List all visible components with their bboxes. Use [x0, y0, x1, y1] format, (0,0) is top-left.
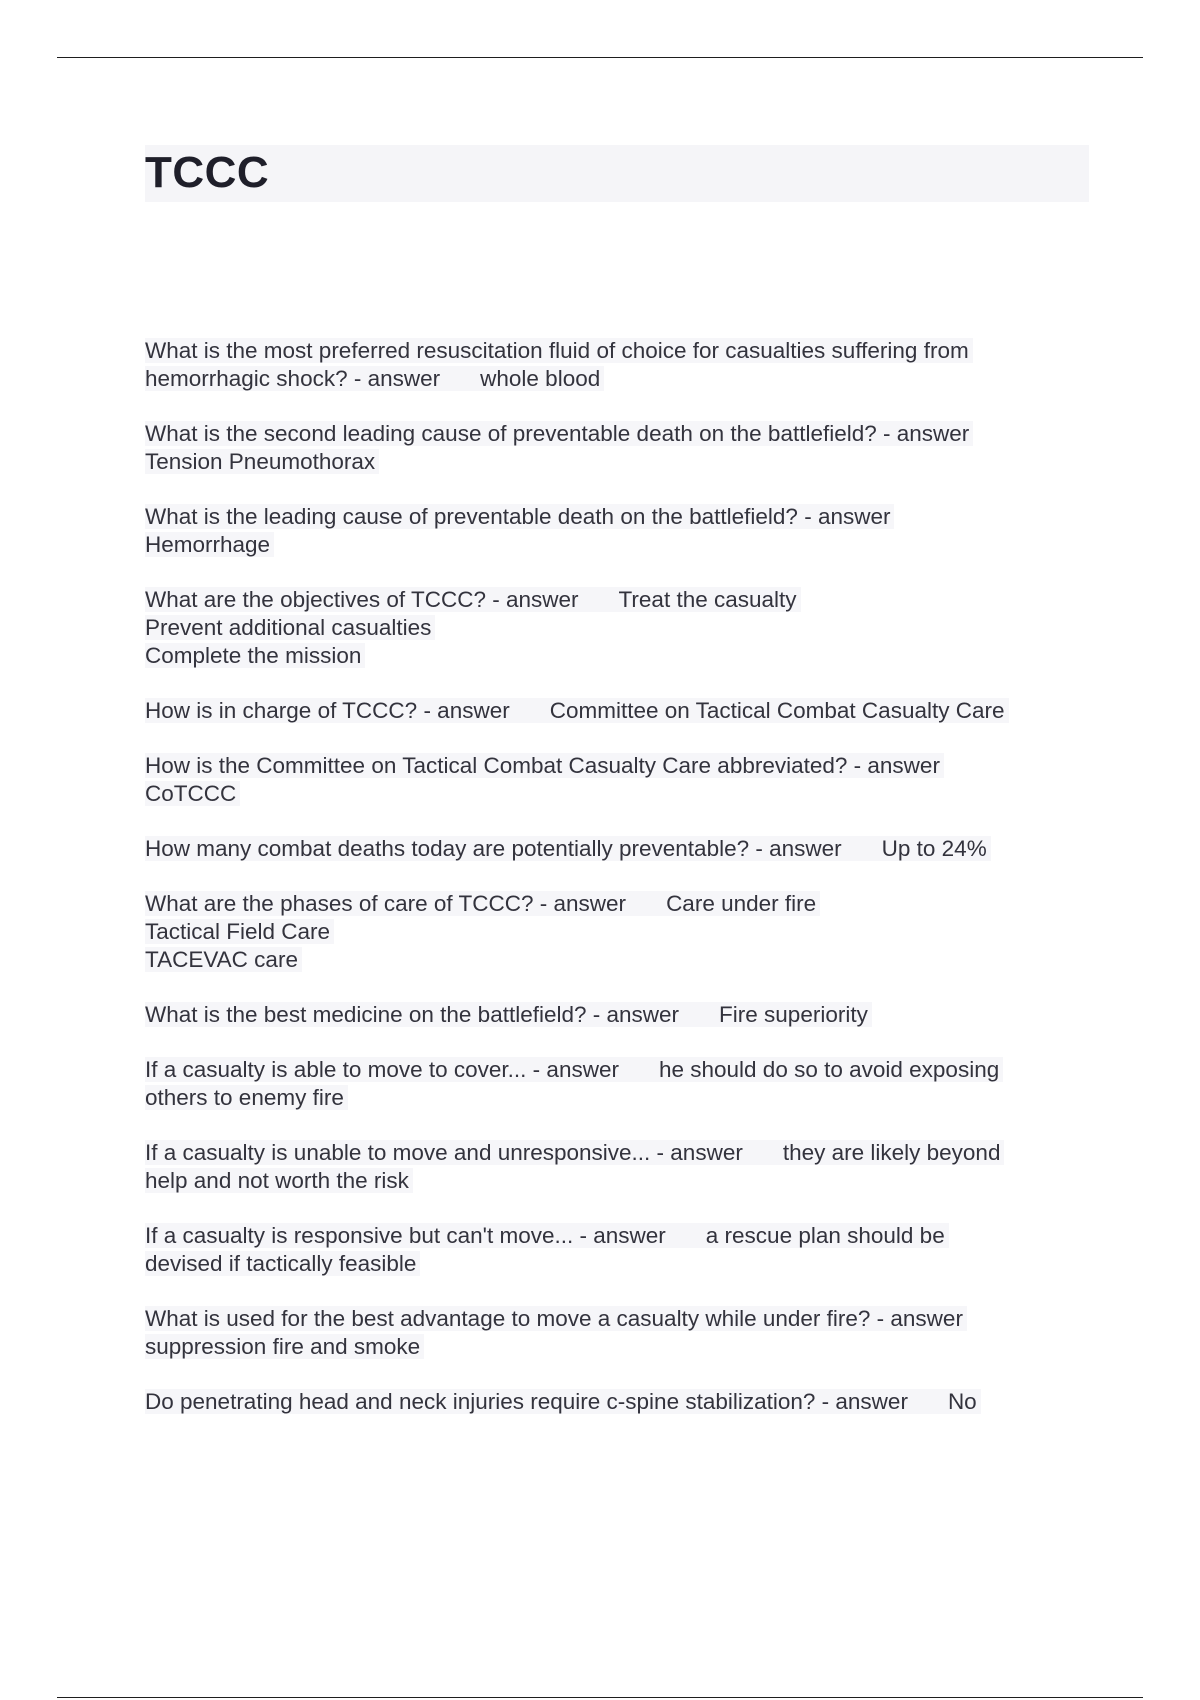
answer-text: devised if tactically feasible: [145, 1251, 420, 1276]
answer-text: Tension Pneumothorax: [145, 449, 379, 474]
question-text: If a casualty is able to move to cover... - answer: [145, 1057, 619, 1082]
answer-text: No: [947, 1389, 977, 1414]
answer-text: others to enemy fire: [145, 1085, 348, 1110]
answer-text: Fire superiority: [719, 1002, 868, 1027]
question-text: hemorrhagic shock? - answer: [145, 366, 441, 391]
question-text: How is the Committee on Tactical Combat Casualty Care abbreviated? - answer: [145, 753, 944, 778]
question-text: Do penetrating head and neck injuries require c-spine stabilization? - answer: [145, 1389, 908, 1414]
qa-list: [145, 337, 1105, 1443]
qa-item: [145, 890, 1105, 974]
question-text: How many combat deaths today are potentially preventable? - answer: [145, 836, 842, 861]
answer-text: Up to 24%: [881, 836, 987, 861]
question-text: What is used for the best advantage to move a casualty while under fire? - answer: [145, 1306, 967, 1331]
qa-item: [145, 1056, 1105, 1112]
page-title: TCCC: [145, 148, 270, 197]
answer-text: Hemorrhage: [145, 532, 274, 557]
answer-text: CoTCCC: [145, 781, 240, 806]
question-text: What is the leading cause of preventable death on the battlefield? - answer: [145, 504, 894, 529]
question-text: If a casualty is unable to move and unresponsive... - answer: [145, 1140, 743, 1165]
bottom-rule: [57, 1697, 1143, 1698]
question-text: What is the best medicine on the battlefield? - answer: [145, 1002, 680, 1027]
answer-text: TACEVAC care: [145, 947, 302, 972]
question-text: What are the objectives of TCCC? - answer: [145, 587, 579, 612]
qa-item: [145, 503, 1105, 559]
qa-item: [145, 1139, 1105, 1195]
qa-item: [145, 1222, 1105, 1278]
qa-item: [145, 337, 1105, 393]
answer-text: a rescue plan should be: [705, 1223, 945, 1248]
qa-item: [145, 752, 1105, 808]
answer-text: suppression fire and smoke: [145, 1334, 424, 1359]
top-rule: [57, 57, 1143, 58]
answer-text: Prevent additional casualties: [145, 615, 435, 640]
qa-item: [145, 1388, 1105, 1416]
qa-item: [145, 586, 1105, 670]
answer-text: whole blood: [480, 366, 601, 391]
answer-text: he should do so to avoid exposing: [658, 1057, 1000, 1082]
qa-item: [145, 1001, 1105, 1029]
title-block: [145, 145, 1089, 202]
question-text: What are the phases of care of TCCC? - answer: [145, 891, 627, 916]
question-text: What is the second leading cause of preventable death on the battlefield? - answer: [145, 421, 973, 446]
answer-text: Care under fire: [666, 891, 817, 916]
answer-text: they are likely beyond: [782, 1140, 1001, 1165]
answer-text: Treat the casualty: [618, 587, 797, 612]
qa-item: [145, 697, 1105, 725]
answer-text: Complete the mission: [145, 643, 365, 668]
answer-text: Committee on Tactical Combat Casualty Care: [549, 698, 1005, 723]
answer-text: help and not worth the risk: [145, 1168, 413, 1193]
question-text: What is the most preferred resuscitation fluid of choice for casualties suffering from: [145, 338, 973, 363]
question-text: If a casualty is responsive but can't move... - answer: [145, 1223, 666, 1248]
question-text: How is in charge of TCCC? - answer: [145, 698, 510, 723]
answer-text: Tactical Field Care: [145, 919, 334, 944]
qa-item: [145, 420, 1105, 476]
qa-item: [145, 1305, 1105, 1361]
qa-item: [145, 835, 1105, 863]
